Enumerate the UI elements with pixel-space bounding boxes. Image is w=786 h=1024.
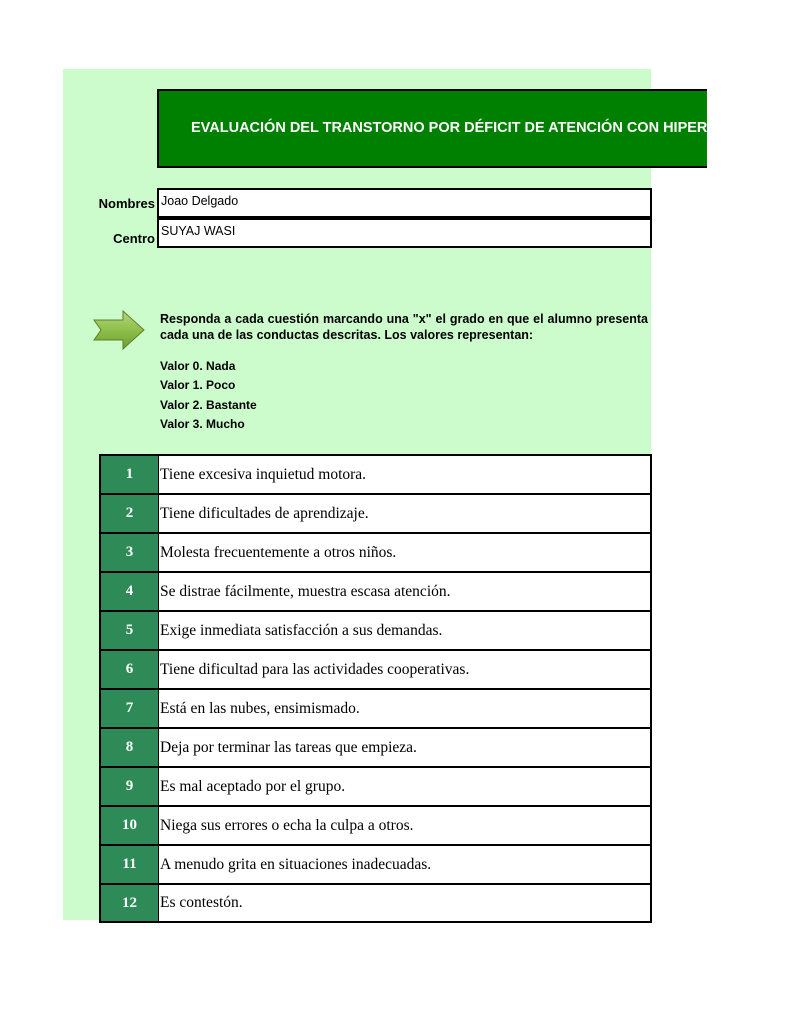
item-number: 6: [99, 649, 158, 688]
value-legend-2: Valor 2. Bastante: [160, 398, 257, 412]
item-number: 10: [99, 805, 158, 844]
nombres-label: Nombres: [98, 196, 155, 211]
table-row: [99, 727, 652, 766]
item-number: 2: [99, 493, 158, 532]
item-text: Niega sus errores o echa la culpa a otros.: [158, 805, 652, 844]
table-row: [99, 649, 652, 688]
centro-field[interactable]: SUYAJ WASI: [157, 218, 652, 248]
item-text: Tiene excesiva inquietud motora.: [158, 454, 652, 493]
item-number: 3: [99, 532, 158, 571]
table-row: [99, 688, 652, 727]
item-number: 12: [99, 883, 158, 923]
table-row: [99, 571, 652, 610]
nombres-field[interactable]: Joao Delgado: [157, 188, 652, 218]
items-table: [99, 454, 652, 922]
item-text: Exige inmediata satisfacción a sus demandas.: [158, 610, 652, 649]
table-row: [99, 805, 652, 844]
value-legend-3: Valor 3. Mucho: [160, 417, 245, 431]
item-text: Molesta frecuentemente a otros niños.: [158, 532, 652, 571]
table-row: [99, 766, 652, 805]
value-legend-1: Valor 1. Poco: [160, 378, 236, 392]
item-text: Es contestón.: [158, 883, 652, 923]
arrow-right-icon: [93, 310, 145, 350]
item-text: A menudo grita en situaciones inadecuadas.: [158, 844, 652, 883]
item-text: Tiene dificultades de aprendizaje.: [158, 493, 652, 532]
table-row: [99, 610, 652, 649]
title-banner: [157, 89, 786, 168]
item-number: 7: [99, 688, 158, 727]
item-text: Deja por terminar las tareas que empieza.: [158, 727, 652, 766]
table-row: [99, 493, 652, 532]
table-row: [99, 532, 652, 571]
item-text: Es mal aceptado por el grupo.: [158, 766, 652, 805]
instructions-text: Responda a cada cuestión marcando una "x" el grado en que el alumno presenta cada una de las conductas descritas. Los valores representan:: [160, 312, 648, 342]
value-legend-0: Valor 0. Nada: [160, 359, 236, 373]
page-title: EVALUACIÓN DEL TRANSTORNO POR DÉFICIT DE ATENCIÓN CON HIPERACTIVIDAD: [191, 120, 786, 136]
table-row: [99, 883, 652, 922]
item-text: Tiene dificultad para las actividades cooperativas.: [158, 649, 652, 688]
item-number: 5: [99, 610, 158, 649]
centro-label: Centro: [113, 231, 155, 246]
table-row: [99, 454, 652, 493]
table-row: [99, 844, 652, 883]
item-number: 11: [99, 844, 158, 883]
item-number: 1: [99, 454, 158, 493]
item-number: 9: [99, 766, 158, 805]
item-text: Se distrae fácilmente, muestra escasa atención.: [158, 571, 652, 610]
item-number: 4: [99, 571, 158, 610]
item-text: Está en las nubes, ensimismado.: [158, 688, 652, 727]
item-number: 8: [99, 727, 158, 766]
